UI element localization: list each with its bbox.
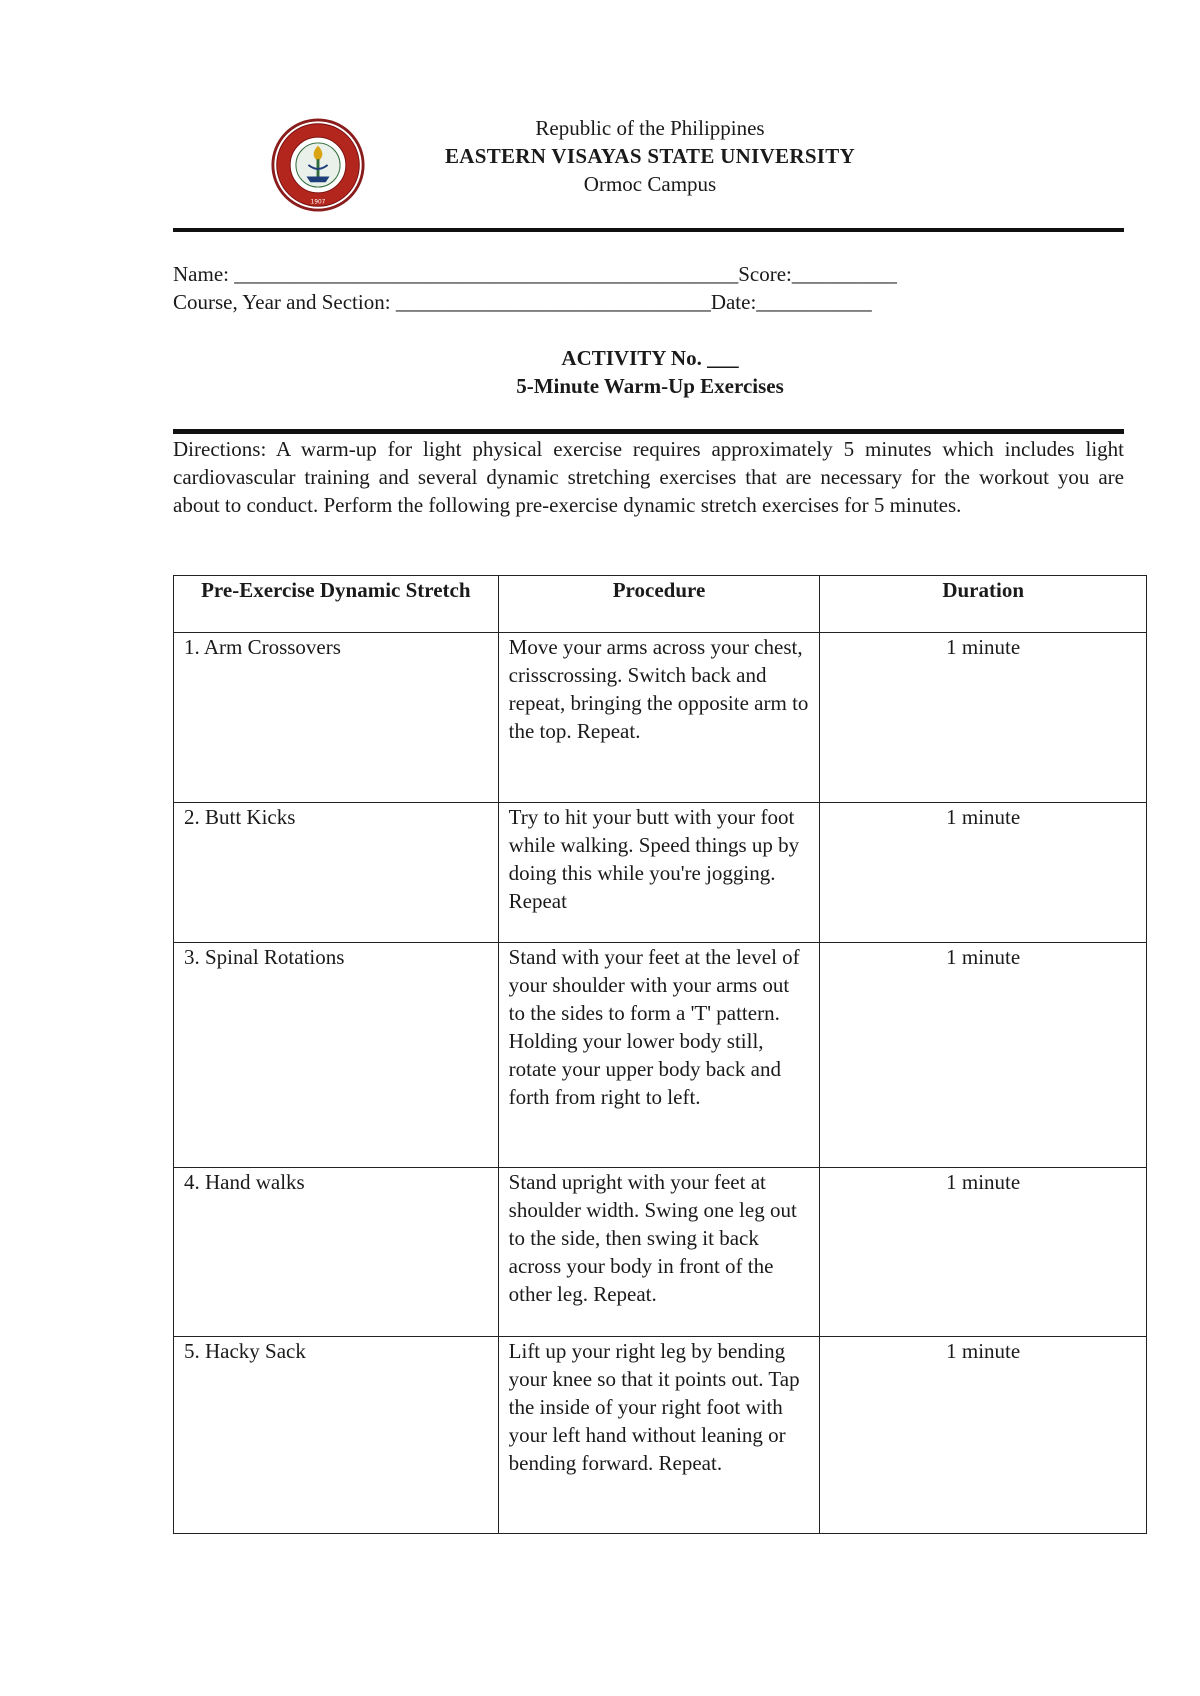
procedure-cell: Lift up your right leg by bending your knee so that it points out. Tap the inside of your right foot with your left hand without leaning or bending forward. Repeat.: [498, 1337, 820, 1534]
table-row: [174, 803, 1147, 943]
campus-name: Ormoc Campus: [583, 172, 717, 196]
column-header-stretch: Pre-Exercise Dynamic Stretch: [174, 576, 499, 633]
date-label: _Date:: [700, 290, 757, 314]
duration-cell: 1 minute: [820, 633, 1147, 803]
procedure-cell: Stand with your feet at the level of your shoulder with your arms out to the sides to form a 'T' pattern. Holding your lower body still, rotate your upper body back and forth from right to left.: [498, 943, 820, 1168]
activity-title: ACTIVITY No. ___: [561, 346, 739, 370]
column-header-duration: Duration: [820, 576, 1147, 633]
republic-heading: Republic of the Philippines: [535, 116, 765, 140]
table-header-row: [174, 576, 1147, 633]
score-label: _Score:: [727, 262, 792, 286]
date-field[interactable]: ___________: [756, 290, 872, 314]
title-divider: [173, 429, 1124, 434]
stretch-cell: 2. Butt Kicks: [174, 803, 499, 943]
duration-cell: 1 minute: [820, 1337, 1147, 1534]
score-field[interactable]: __________: [791, 262, 897, 286]
column-header-procedure: Procedure: [498, 576, 820, 633]
stretch-cell: 4. Hand walks: [174, 1168, 499, 1337]
name-score-line: [173, 262, 897, 287]
stretch-cell: 3. Spinal Rotations: [174, 943, 499, 1168]
exercise-table: [173, 575, 1147, 1534]
course-field[interactable]: _____________________________: [395, 290, 701, 314]
duration-cell: 1 minute: [820, 943, 1147, 1168]
course-label: Course, Year and Section:: [173, 290, 391, 314]
procedure-cell: Try to hit your butt with your foot while walking. Speed things up by doing this while you're jogging. Repeat: [498, 803, 820, 943]
stretch-cell: 1. Arm Crossovers: [174, 633, 499, 803]
procedure-cell: Move your arms across your chest, crisscrossing. Switch back and repeat, bringing the opposite arm to the top. Repeat.: [498, 633, 820, 803]
name-field[interactable]: _______________________________________________: [234, 262, 728, 286]
duration-cell: 1 minute: [820, 803, 1147, 943]
svg-text:1907: 1907: [310, 199, 326, 206]
name-label: Name:: [173, 262, 229, 286]
stretch-cell: 5. Hacky Sack: [174, 1337, 499, 1534]
header-divider: [173, 228, 1124, 232]
table-row: [174, 943, 1147, 1168]
university-name: EASTERN VISAYAS STATE UNIVERSITY: [444, 144, 856, 168]
table-row: [174, 633, 1147, 803]
procedure-cell: Stand upright with your feet at shoulder width. Swing one leg out to the side, then swing it back across your body in front of the other leg. Repeat.: [498, 1168, 820, 1337]
course-date-line: [173, 290, 872, 315]
table-row: [174, 1337, 1147, 1534]
directions-paragraph: Directions: A warm-up for light physical exercise requires approximately 5 minutes which includes light cardiovascular training and several dynamic stretching exercises that are necessary for the workout you are about to conduct. Perform the following pre-exercise dynamic stretch exercises for 5 minutes.: [173, 437, 1124, 517]
duration-cell: 1 minute: [820, 1168, 1147, 1337]
activity-subtitle: 5-Minute Warm-Up Exercises: [516, 374, 784, 398]
table-row: [174, 1168, 1147, 1337]
